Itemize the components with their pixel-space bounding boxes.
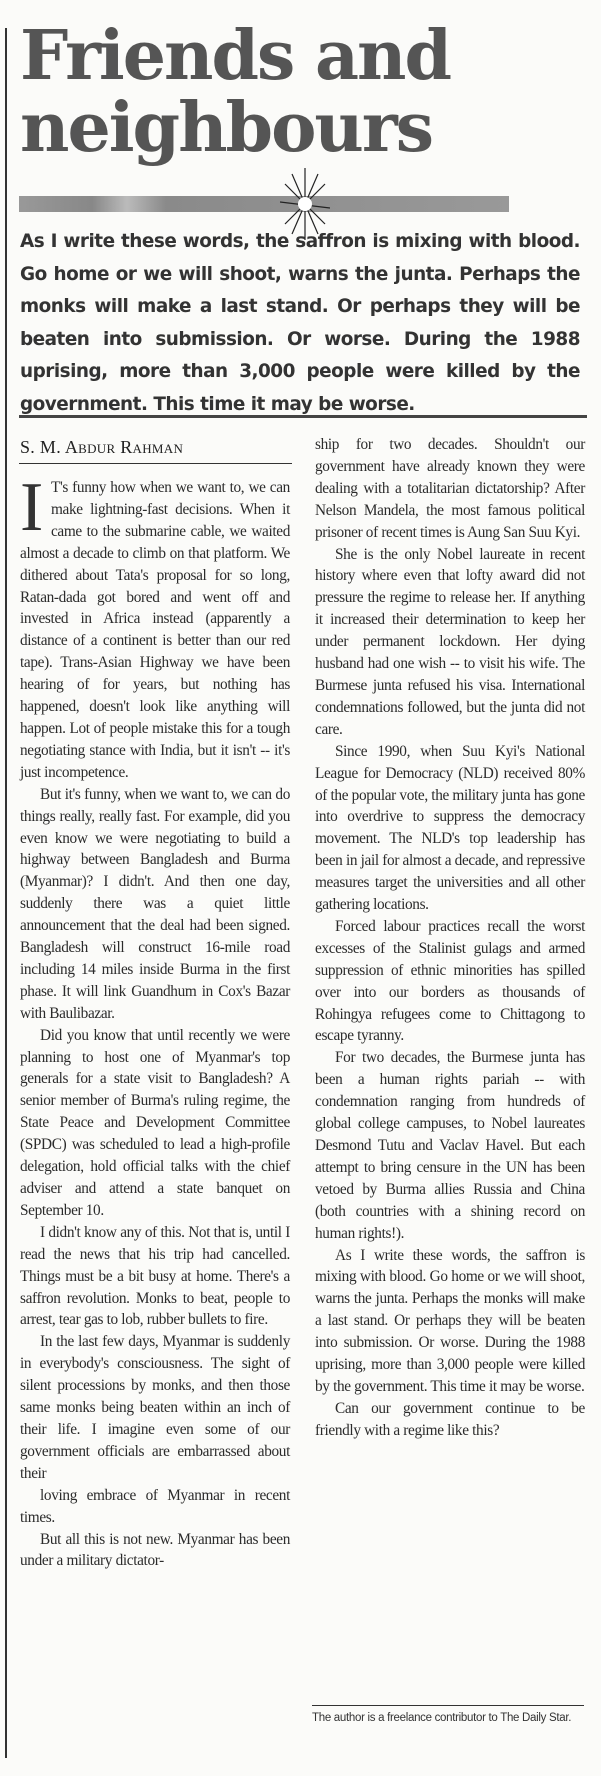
drop-cap: I — [20, 469, 43, 546]
paragraph: In the last few days, Myanmar is suddenly in everybody's consciousness. The sight of silent processions by monks, and then those same monks being beaten within an inch of their life. I imagine even some of our government officials are embarrassed about their — [20, 1333, 290, 1482]
paragraph: But all this is not new. Myanmar has been under a military dictator- — [20, 1530, 290, 1570]
paragraph: Forced labour practices recall the worst excesses of the Stalinist gulags and armed suppression of ethnic minorities has spilled over into our borders as thousands of Rohingya refugees come to Chittagong to escape tyranny. — [315, 917, 585, 1045]
paragraph-text: T's funny how when we want to, we can make lightning-fast decisions. When it came to the submarine cable, we waited almost a decade to climb on that platform. We dithered about Tata's proposal for so long, Ratan-dada got bored and went off and invested in Africa instead (apparently a distance of a continent is better than our red tape). Trans-Asian Highway we have been hearing of for years, but nothing has happened, doesn't look like anything will happen. Lot of people mistake this for a tough negotiating stance with India, but it isn't -- it's just incompetence. — [20, 479, 290, 781]
column-border-line — [5, 28, 7, 1758]
byline: S. M. Abdur Rahman — [20, 437, 184, 457]
paragraph: But it's funny, when we want to, we can do things really, really fast. For example, did you even know we were negotiating to build a highway between Bangladesh and Burma (Myanmar)? I didn't. And then one day, suddenly there was a quiet little announcement that the deal had been signed. Bangladesh will construct 16-mile road including 14 miles inside Burma in the first phase. It will link Guandhum in Cox's Bazar with Baulibazar. — [20, 785, 290, 1022]
headline-line-2: neighbours — [20, 88, 432, 168]
paragraph: ship for two decades. Shouldn't our government have already known they were dealing with a totalitarian dictatorship? After Nelson Mandela, the most famous political prisoner of recent times is Aung San Suu Kyi. — [315, 436, 585, 541]
credit-divider — [312, 1705, 584, 1706]
paragraph: Can our government continue to be friendly with a regime like this? — [315, 1399, 585, 1439]
paragraph: For two decades, the Burmese junta has been a human rights pariah -- with condemnation ranging from hundreds of global college campuses, to Nobel laureates Desmond Tutu and Vaclav Havel. But each attempt to bring censure in the UN has been vetoed by Burma allies Russia and China (both countries with a shining record on human rights!). — [315, 1049, 585, 1242]
paragraph: loving embrace of Myanmar in recent times. — [20, 1486, 290, 1526]
article-deck: As I write these words, the saffron is mixing with blood. Go home or we will shoot, warns the junta. Perhaps the monks will make a last stand. Or perhaps they will be beaten into submission. Or worse. During the 1988 uprising, more than 3,000 people were killed by the government. This time it may be worse. — [20, 231, 580, 415]
paragraph: I didn't know any of this. Not that is, until I read the news that his trip had cancelled. Things must be a bit busy at home. There's a saffron revolution. Monks to beat, people to arrest, tear gas to lob, rubber bullets to fire. — [20, 1223, 290, 1329]
deck-divider — [19, 415, 297, 418]
article-column-2 — [315, 434, 585, 1442]
paragraph: Since 1990, when Suu Kyi's National League for Democracy (NLD) received 80% of the popular vote, the military junta has gone into overdrive to suppress the democracy movement. The NLD's top leadership has been in jail for almost a decade, and repressive measures target the universities and all other gathering locations. — [315, 742, 585, 914]
deck-divider — [290, 415, 587, 418]
paragraph: She is the only Nobel laureate in recent history where even that lofty award did not pressure the regime to release her. If anything it increased their determination to keep her under permanent lockdown. Her dying husband had one wish -- to visit his wife. The Burmese junta refused his visa. International condemnations followed, but the junta did not care. — [315, 545, 585, 738]
paragraph — [20, 469, 290, 784]
author-credit: The author is a freelance contributor to The Daily Star. — [312, 1712, 572, 1724]
decorative-bar — [19, 196, 509, 212]
byline-divider — [19, 463, 292, 464]
article-column-1 — [20, 469, 290, 1572]
headline — [20, 16, 450, 168]
paragraph: Did you know that until recently we were planning to host one of Myanmar's top generals for a state visit to Bangladesh? A senior member of Burma's ruling regime, the State Peace and Development Committee (SPDC) was scheduled to lead a high-profile delegation, hold official talks with the chief adviser and attend a state banquet on September 10. — [20, 1026, 290, 1219]
headline-line-1: Friends and — [20, 16, 450, 96]
paragraph: As I write these words, the saffron is mixing with blood. Go home or we will shoot, warns the junta. Perhaps the monks will make a last stand. Or perhaps they will be beaten into submission. Or worse. During the 1988 uprising, more than 3,000 people were killed by the government. This time it may be worse. — [315, 1246, 585, 1395]
